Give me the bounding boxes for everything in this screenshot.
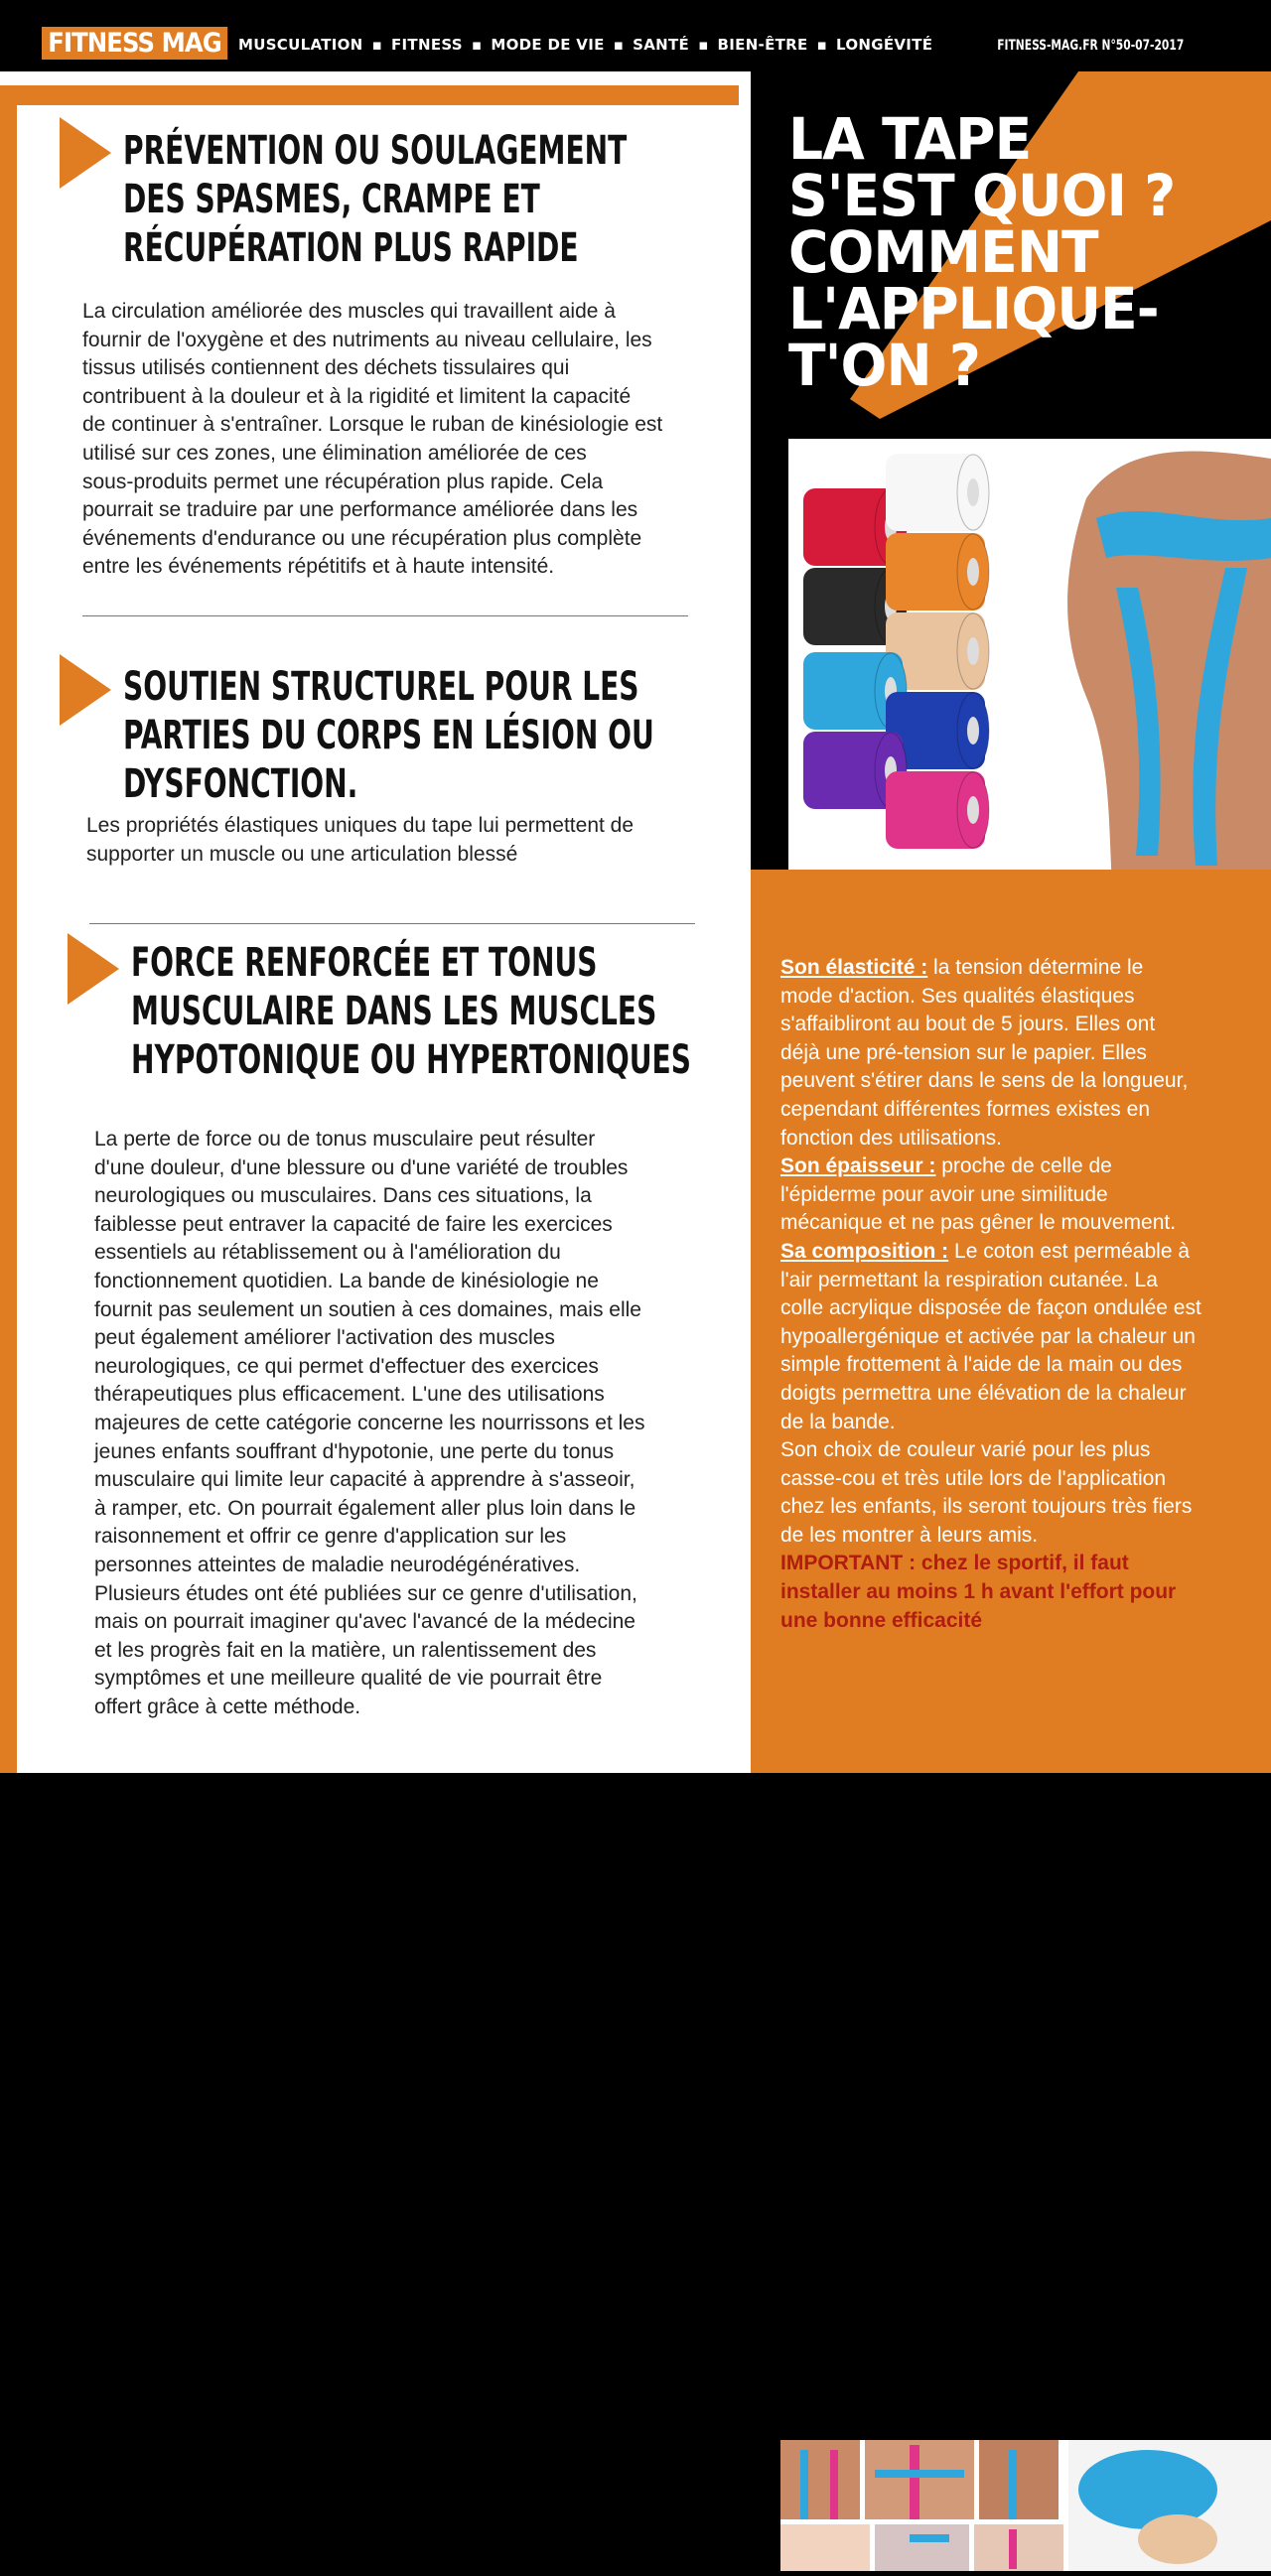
- section-1-body: [82, 298, 662, 582]
- text-line: à ramper, etc. On pourrait également aller plus loin dans le: [94, 1496, 636, 1520]
- text-line: fonctionnement quotidien. La bande de kinésiologie ne: [94, 1269, 599, 1292]
- info-line: [780, 954, 1247, 983]
- title-line: DYSFONCTION.: [123, 761, 358, 807]
- info-line: [780, 1096, 1247, 1125]
- text-line: supporter un muscle ou une articulation blessé: [86, 842, 518, 866]
- section-3-title: [131, 939, 691, 1085]
- info-line: [780, 1409, 1247, 1437]
- info-line: [780, 1238, 1247, 1267]
- title-line: SOUTIEN STRUCTUREL POUR LES: [123, 664, 639, 710]
- nav-separator: ▪: [613, 36, 625, 54]
- text-line: événements d'endurance ou une récupération plus complète: [82, 526, 642, 550]
- title-line: COMMENT: [788, 218, 1098, 286]
- info-text-span: Le coton est perméable à: [948, 1239, 1191, 1263]
- text-line: neurologiques ou musculaires. Dans ces situations, la: [94, 1184, 592, 1208]
- info-text-span: colle acrylique disposée de façon ondulée est: [780, 1296, 1201, 1320]
- text-line: offert grâce à cette méthode.: [94, 1695, 361, 1718]
- issue-number: FITNESS-MAG.FR N°50-07-2017: [996, 38, 1184, 54]
- tape-roll: [886, 454, 989, 531]
- info-text-span: fonction des utilisations.: [780, 1126, 1002, 1150]
- text-line: symptômes et une meilleure qualité de vie pourrait être: [94, 1667, 603, 1691]
- info-line: [780, 1209, 1247, 1238]
- info-text-span: cependant différentes formes existes en: [780, 1097, 1151, 1121]
- info-text-span: de la bande.: [780, 1410, 896, 1433]
- info-line: [780, 1436, 1247, 1465]
- title-line: T'ON ?: [788, 332, 980, 399]
- text-line: Plusieurs études ont été publiées sur ce genre d'utilisation,: [94, 1581, 637, 1605]
- nav-item[interactable]: LONGÉVITÉ: [836, 36, 933, 54]
- info-line: [780, 1323, 1247, 1352]
- magazine-logo[interactable]: FITNESS MAG: [42, 27, 227, 60]
- text-line: thérapeutiques plus efficacement. L'une des utilisations: [94, 1383, 605, 1407]
- sidebar: [751, 71, 1271, 1773]
- text-line: neurologiques, ce qui permet d'effectuer des exercices: [94, 1354, 599, 1378]
- title-line: S'EST QUOI ?: [788, 162, 1176, 229]
- text-line: majeures de cette catégorie concerne les nourrissons et les: [94, 1411, 645, 1434]
- info-line: [780, 1011, 1247, 1039]
- text-line: sous-produits permet une récupération plus rapide. Cela: [82, 470, 604, 493]
- tape-rolls-photo: [788, 439, 1271, 929]
- nav-separator: ▪: [816, 36, 828, 54]
- title-line: MUSCULAIRE DANS LES MUSCLES: [131, 989, 657, 1034]
- title-line: RÉCUPÉRATION PLUS RAPIDE: [123, 225, 579, 271]
- title-line: L'APPLIQUE-: [788, 275, 1159, 342]
- title-line: PRÉVENTION OU SOULAGEMENT: [123, 128, 628, 174]
- application-photos-illustration: [780, 2440, 1271, 2571]
- info-line: [780, 1067, 1247, 1096]
- orange-top-bar: [0, 85, 739, 105]
- title-line: FORCE RENFORCÉE ET TONUS: [131, 940, 598, 986]
- text-line: fournir de l'oxygène et des nutriments au niveau cellulaire, les: [82, 328, 652, 351]
- info-text-span: proche de celle de: [935, 1154, 1112, 1178]
- info-line: [780, 983, 1247, 1012]
- page-header: [0, 0, 1271, 71]
- section-2-body: [86, 812, 634, 869]
- text-line: raisonnement et offrir ce genre d'application sur les: [94, 1525, 567, 1549]
- title-line: HYPOTONIQUE OU HYPERTONIQUES: [131, 1037, 691, 1083]
- title-line: PARTIES DU CORPS EN LÉSION OU: [123, 713, 654, 758]
- section-divider: [82, 615, 688, 616]
- info-text-span: hypoallergénique et activée par la chaleur un: [780, 1324, 1196, 1348]
- info-box: [751, 870, 1271, 1773]
- info-line: [780, 1522, 1247, 1551]
- info-line: [780, 1380, 1247, 1409]
- text-line: personnes atteintes de maladie neurodégénératives.: [94, 1553, 581, 1576]
- section-1-title: [123, 127, 627, 273]
- info-text-span: mode d'action. Ses qualités élastiques: [780, 984, 1135, 1008]
- info-text-span: déjà une pré-tension sur le papier. Elles: [780, 1040, 1147, 1064]
- text-line: pourrait se traduire par une performance améliorée dans les: [82, 498, 638, 522]
- info-line: [780, 1465, 1247, 1494]
- text-line: d'une douleur, d'une blessure ou d'une variété de troubles: [94, 1155, 629, 1179]
- info-label: Son élasticité :: [780, 956, 928, 979]
- section-divider: [89, 923, 695, 924]
- text-line: essentiels au rétablissement ou à l'amélioration du: [94, 1241, 561, 1265]
- text-line: La perte de force ou de tonus musculaire peut résulter: [94, 1128, 596, 1151]
- nav-item[interactable]: SANTÉ: [633, 36, 690, 54]
- info-line: [780, 1152, 1247, 1181]
- info-label: Son épaisseur :: [780, 1154, 936, 1178]
- text-line: tissus utilisés contiennent des déchets tissulaires qui: [82, 356, 570, 380]
- text-line: La circulation améliorée des muscles qui travaillent aide à: [82, 300, 616, 323]
- text-line: et les progrès fait en la matière, un ralentissement des: [94, 1638, 597, 1662]
- orange-side-bar: [0, 85, 17, 1773]
- text-line: Les propriétés élastiques uniques du tape lui permettent de: [86, 814, 635, 837]
- info-text-span: doigts permettra une élévation de la chaleur: [780, 1381, 1187, 1405]
- title-line: DES SPASMES, CRAMPE ET: [123, 177, 540, 222]
- text-line: faiblesse peut entraver la capacité de faire les exercices: [94, 1212, 613, 1236]
- section-nav: [238, 36, 932, 54]
- text-line: peut également améliorer l'activation des muscles: [94, 1326, 555, 1350]
- info-line: [780, 1493, 1247, 1522]
- nav-item[interactable]: FITNESS: [391, 36, 463, 54]
- section-3-body: [94, 1126, 644, 1721]
- title-line: LA TAPE: [788, 105, 1032, 173]
- section-2-title: [123, 663, 654, 809]
- nav-item[interactable]: MUSCULATION: [238, 36, 363, 54]
- info-text-span: de les montrer à leurs amis.: [780, 1523, 1039, 1547]
- text-line: entre les événements répétitifs et à haute intensité.: [82, 555, 555, 579]
- info-text-span: simple frottement à l'aide de la main ou des: [780, 1353, 1183, 1377]
- info-text-span: Son choix de couleur varié pour les plus: [780, 1438, 1151, 1462]
- text-line: utilisé sur ces zones, une élimination améliorée de ces: [82, 441, 587, 465]
- info-text: [780, 954, 1247, 1635]
- nav-separator: ▪: [698, 36, 709, 54]
- info-text-span: s'affaibliront au bout de 5 jours. Elles ont: [780, 1013, 1156, 1036]
- info-line: [780, 1294, 1247, 1323]
- info-line: [780, 1125, 1247, 1153]
- main-article: [0, 71, 751, 1773]
- info-line: [780, 1351, 1247, 1380]
- info-text-span: chez les enfants, ils seront toujours très fiers: [780, 1495, 1193, 1519]
- tape-roll: [886, 771, 989, 849]
- nav-item[interactable]: MODE DE VIE: [491, 36, 605, 54]
- section-arrow-icon: [60, 117, 111, 189]
- section-arrow-icon: [68, 933, 119, 1005]
- text-line: de continuer à s'entraîner. Lorsque le ruban de kinésiologie est: [82, 413, 663, 437]
- important-note-line: IMPORTANT : chez le sportif, il faut: [780, 1552, 1129, 1575]
- info-text-span: peuvent s'étirer dans le sens de la longueur,: [780, 1069, 1189, 1093]
- info-text-span: l'épiderme pour avoir une similitude: [780, 1182, 1108, 1206]
- info-text-span: casse-cou et très utile lors de l'application: [780, 1466, 1167, 1490]
- important-note-line: une bonne efficacité: [780, 1608, 983, 1632]
- info-line: [780, 1181, 1247, 1210]
- nav-separator: ▪: [371, 36, 382, 54]
- sidebar-title: [788, 105, 1176, 399]
- info-label: Sa composition :: [780, 1239, 949, 1263]
- application-photos: [780, 2440, 1271, 2571]
- info-line: [780, 1267, 1247, 1295]
- tape-rolls-illustration: [788, 439, 1271, 929]
- info-line: [780, 1039, 1247, 1068]
- text-line: musculaire qui limite leur capacité à apprendre à s'asseoir,: [94, 1468, 636, 1492]
- text-line: contribuent à la douleur et à la rigidité et limitent la capacité: [82, 384, 632, 408]
- tape-roll: [886, 533, 989, 610]
- section-arrow-icon: [60, 654, 111, 726]
- nav-item[interactable]: BIEN-ÊTRE: [717, 36, 808, 54]
- important-note-line: installer au moins 1 h avant l'effort pour: [780, 1580, 1177, 1604]
- text-line: jeunes enfants souffrant d'hypotonie, une perte du tonus: [94, 1439, 615, 1463]
- text-line: mais on pourrait imaginer qu'avec l'avancé de la médecine: [94, 1610, 636, 1634]
- info-text-span: la tension détermine le: [927, 956, 1144, 979]
- info-text-span: l'air permettant la respiration cutanée. La: [780, 1268, 1158, 1291]
- text-line: fournit pas seulement un soutien à ces domaines, mais elle: [94, 1297, 641, 1321]
- nav-separator: ▪: [471, 36, 483, 54]
- info-text-span: mécanique et ne pas gêner le mouvement.: [780, 1211, 1177, 1235]
